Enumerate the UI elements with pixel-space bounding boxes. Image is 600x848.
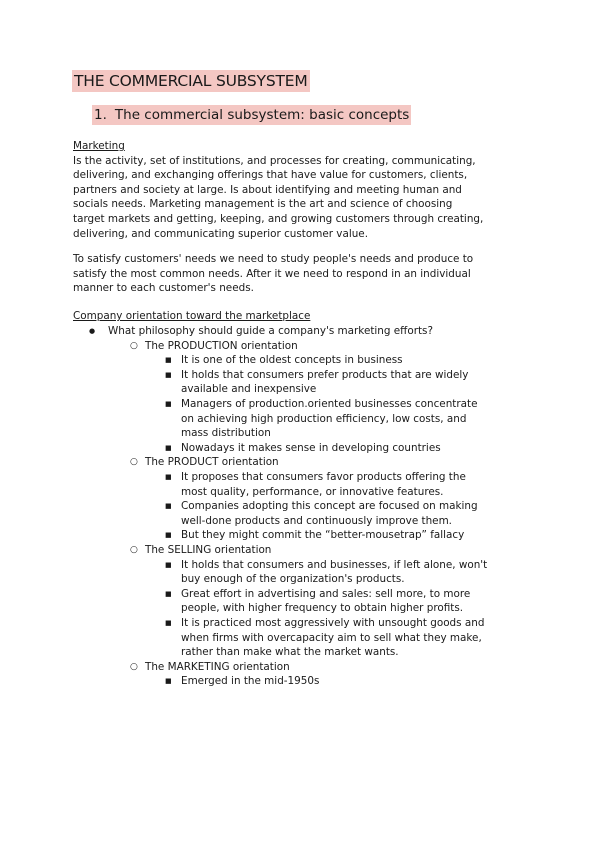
section-label: The commercial subsystem: basic concepts <box>114 107 410 123</box>
marketing-line: target markets and getting, keeping, and growing customers through creating, <box>73 212 484 225</box>
section-number: 1. <box>94 107 107 123</box>
bullet-square-icon: ■ <box>165 589 172 598</box>
marketing-line: partners and society at large. Is about identifying and meeting human and <box>73 183 462 196</box>
marketing-heading: Marketing <box>73 140 125 152</box>
orientation-item-line: buy enough of the organization's products. <box>181 573 405 586</box>
orientation-item-line: But they might commit the “better-mousetrap” fallacy <box>181 529 465 542</box>
bullet-square-icon: ■ <box>165 531 172 540</box>
orientation-item-line: It holds that consumers prefer products that are widely <box>181 368 469 381</box>
orientation-item-line: Emerged in the mid-1950s <box>181 675 320 688</box>
bullet-square-icon: ■ <box>165 400 172 408</box>
orientation-label: The SELLING orientation <box>145 544 272 556</box>
orientation-item-line: people, with higher frequency to obtain higher profits. <box>181 602 464 615</box>
orientation-label: The MARKETING orientation <box>145 660 290 673</box>
marketing-line: delivering, and communicating superior customer value. <box>73 227 368 240</box>
bullet-square-icon: ■ <box>165 560 172 569</box>
orientation-label: The PRODUCT orientation <box>145 456 279 469</box>
bullet-square-icon: ■ <box>165 356 172 365</box>
marketing-line: delivering, and exchanging offerings that have value for customers, clients, <box>73 169 468 182</box>
marketing-block <box>73 139 533 241</box>
orientation-item-line: on achieving high production efficiency, low costs, and <box>181 412 467 425</box>
orientation-item-line: Nowadays it makes sense in developing countries <box>181 441 441 454</box>
bullet-circle-icon: ○ <box>130 661 138 672</box>
bullet-square-icon: ■ <box>165 473 172 481</box>
needs-paragraph <box>73 252 533 296</box>
question-text: What philosophy should guide a company's marketing efforts? <box>108 325 433 337</box>
orientation-item-line: Great effort in advertising and sales: sell more, to more <box>181 587 471 600</box>
orientation-item-line: Managers of production.oriented businesses concentrate <box>181 398 478 410</box>
bullet-square-icon: ■ <box>165 370 172 379</box>
bullet-square-icon: ■ <box>165 443 172 452</box>
orientation-item-line: mass distribution <box>181 427 271 440</box>
bullet-circle-icon: ○ <box>130 545 138 555</box>
bullet-disc-icon: ● <box>89 327 96 335</box>
orientation-item-line: well-done products and continuously improve them. <box>181 514 452 527</box>
bullet-square-icon: ■ <box>165 619 172 627</box>
document-title: THE COMMERCIAL SUBSYSTEM <box>74 72 308 90</box>
bullet-circle-icon: ○ <box>130 340 138 351</box>
bullet-square-icon: ■ <box>165 677 172 686</box>
needs-line: manner to each customer's needs. <box>73 282 254 295</box>
orientation-item-line: when firms with overcapacity aim to sell what they make, <box>181 631 482 644</box>
needs-line: satisfy the most common needs. After it we need to respond in an individual <box>73 267 471 280</box>
orientation-heading: Company orientation toward the marketplace <box>73 310 311 322</box>
bullet-square-icon: ■ <box>165 502 172 511</box>
orientation-item-line: most quality, performance, or innovative features. <box>181 485 444 498</box>
orientation-item-line: It is one of the oldest concepts in business <box>181 354 403 367</box>
orientation-item-line: It proposes that consumers favor products offering the <box>181 471 466 483</box>
orientation-item-line: available and inexpensive <box>181 383 317 396</box>
marketing-line: Is the activity, set of institutions, and processes for creating, communicating, <box>73 154 476 167</box>
orientation-item-line: It is practiced most aggressively with unsought goods and <box>181 617 485 629</box>
bullet-circle-icon: ○ <box>130 457 138 468</box>
orientation-item-line: rather than make what the market wants. <box>181 646 399 659</box>
orientation-label: The PRODUCTION orientation <box>145 339 298 352</box>
needs-line: To satisfy customers' needs we need to study people's needs and produce to <box>73 253 474 265</box>
marketing-line: socials needs. Marketing management is the art and science of choosing <box>73 198 453 211</box>
section-heading <box>92 105 411 125</box>
orientation-item-line: It holds that consumers and businesses, if left alone, won't <box>181 558 488 571</box>
orientation-item-line: Companies adopting this concept are focused on making <box>181 500 478 513</box>
